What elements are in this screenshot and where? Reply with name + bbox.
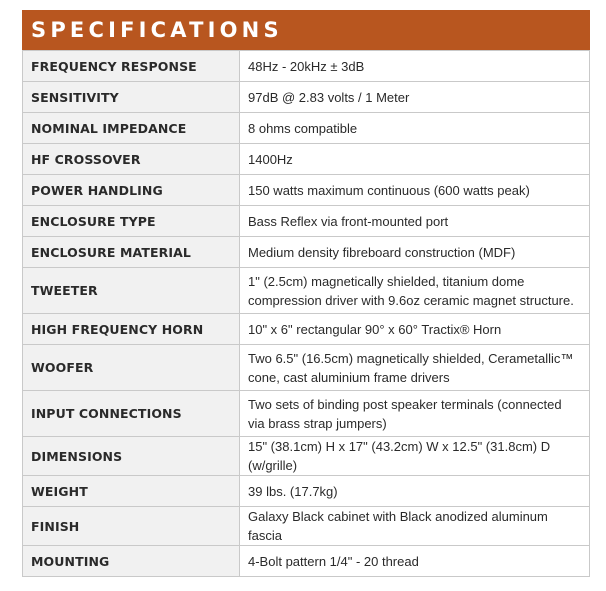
spec-value: Medium density fibreboard construction (MDF): [240, 237, 590, 268]
spec-label: FREQUENCY RESPONSE: [23, 51, 240, 82]
spec-row-mounting: [23, 546, 590, 577]
spec-row-enclosure-material: [23, 237, 590, 268]
spec-row-weight: [23, 476, 590, 507]
spec-row-input-connections: [23, 391, 590, 437]
spec-label: WEIGHT: [23, 476, 240, 507]
spec-label: TWEETER: [23, 268, 240, 314]
spec-label: FINISH: [23, 507, 240, 546]
spec-row-finish: [23, 507, 590, 546]
spec-value: 39 lbs. (17.7kg): [240, 476, 590, 507]
spec-row-nominal-impedance: [23, 113, 590, 144]
spec-row-hf-crossover: [23, 144, 590, 175]
spec-row-woofer: [23, 345, 590, 391]
spec-value: 48Hz - 20kHz ± 3dB: [240, 51, 590, 82]
specifications-table: [22, 50, 590, 577]
spec-label: ENCLOSURE TYPE: [23, 206, 240, 237]
spec-label: NOMINAL IMPEDANCE: [23, 113, 240, 144]
spec-row-high-frequency-horn: [23, 314, 590, 345]
spec-label: SENSITIVITY: [23, 82, 240, 113]
specifications-title: SPECIFICATIONS: [22, 10, 590, 50]
spec-row-dimensions: [23, 437, 590, 476]
spec-label: HIGH FREQUENCY HORN: [23, 314, 240, 345]
spec-value: 150 watts maximum continuous (600 watts peak): [240, 175, 590, 206]
spec-label: POWER HANDLING: [23, 175, 240, 206]
spec-value: 1400Hz: [240, 144, 590, 175]
spec-label: INPUT CONNECTIONS: [23, 391, 240, 437]
spec-value: 10" x 6" rectangular 90° x 60° Tractix® Horn: [240, 314, 590, 345]
spec-row-tweeter: [23, 268, 590, 314]
spec-row-enclosure-type: [23, 206, 590, 237]
spec-value: Galaxy Black cabinet with Black anodized aluminum fascia: [240, 507, 590, 546]
spec-value: 1" (2.5cm) magnetically shielded, titanium dome compression driver with 9.6oz ceramic magnet structure.: [240, 268, 590, 314]
spec-row-frequency-response: [23, 51, 590, 82]
spec-value: 97dB @ 2.83 volts / 1 Meter: [240, 82, 590, 113]
specifications-card: [22, 10, 590, 577]
spec-value: 15" (38.1cm) H x 17" (43.2cm) W x 12.5" (31.8cm) D (w/grille): [240, 437, 590, 476]
spec-value: Two sets of binding post speaker terminals (connected via brass strap jumpers): [240, 391, 590, 437]
spec-label: ENCLOSURE MATERIAL: [23, 237, 240, 268]
spec-label: DIMENSIONS: [23, 437, 240, 476]
spec-label: WOOFER: [23, 345, 240, 391]
spec-value: Bass Reflex via front-mounted port: [240, 206, 590, 237]
spec-label: MOUNTING: [23, 546, 240, 577]
spec-label: HF CROSSOVER: [23, 144, 240, 175]
spec-value: Two 6.5" (16.5cm) magnetically shielded, Cerametallic™ cone, cast aluminium frame drivers: [240, 345, 590, 391]
spec-row-sensitivity: [23, 82, 590, 113]
spec-row-power-handling: [23, 175, 590, 206]
spec-value: 8 ohms compatible: [240, 113, 590, 144]
spec-value: 4-Bolt pattern 1/4" - 20 thread: [240, 546, 590, 577]
